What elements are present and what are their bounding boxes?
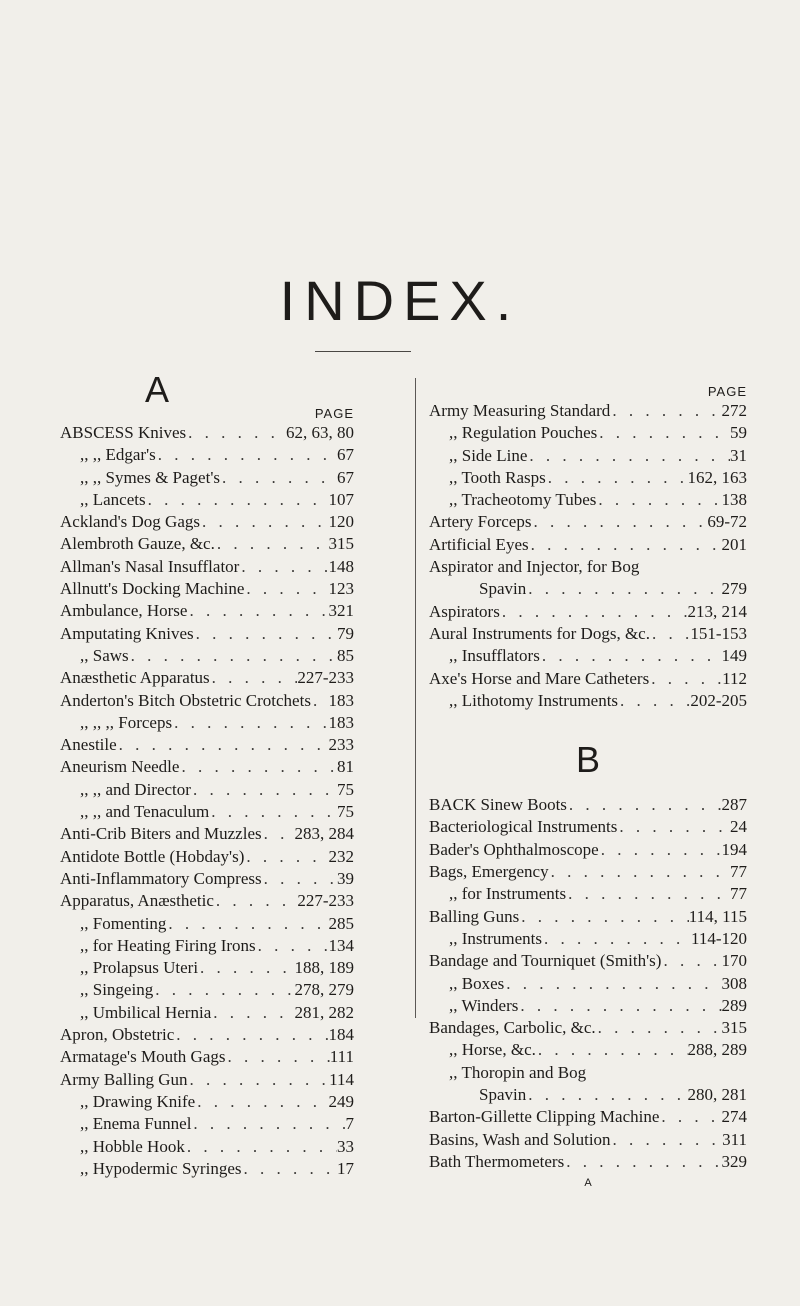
entry-text: Aspirators	[429, 601, 500, 621]
index-entry	[60, 823, 354, 845]
entry-pages: 81	[337, 757, 354, 777]
entry-text: ,, Singeing	[80, 980, 154, 1000]
entry-text: Aspirator and Injector, for Bog	[429, 557, 640, 577]
index-entry	[429, 534, 747, 556]
dot-leader	[239, 556, 328, 578]
index-entry	[60, 645, 354, 667]
index-entry	[429, 1062, 747, 1084]
entry-pages: 194	[721, 839, 747, 859]
entry-text: Ambulance, Horse	[60, 601, 188, 621]
index-entries-a	[60, 422, 354, 1180]
index-entry	[60, 868, 354, 890]
entry-text: ,, Umbilical Hernia	[80, 1002, 212, 1022]
entry-pages: 308	[721, 973, 747, 993]
entry-text: ,, Boxes	[449, 973, 505, 993]
dot-leader	[526, 578, 721, 600]
dot-leader	[209, 801, 337, 823]
dot-leader	[172, 712, 328, 734]
signature-mark: A	[584, 1177, 592, 1190]
index-entry	[60, 467, 354, 489]
index-entry	[429, 578, 747, 600]
entry-text: ,, Tooth Rasps	[449, 467, 546, 487]
dot-leader	[185, 1136, 337, 1158]
index-entry	[60, 846, 354, 868]
dot-leader	[518, 995, 721, 1017]
entry-text: BACK Sinew Boots	[429, 795, 567, 815]
dot-leader	[500, 601, 688, 623]
index-entry	[60, 1002, 354, 1024]
entry-text: ,, Hobble Hook	[80, 1136, 185, 1156]
entry-pages: 85	[337, 645, 354, 665]
entry-pages: 202-205	[690, 690, 747, 710]
entry-text: Spavin	[479, 579, 527, 599]
entry-text: ,, Winders	[449, 995, 519, 1015]
entry-text: Aural Instruments for Dogs, &c.	[429, 623, 650, 643]
entry-pages: 112	[722, 668, 747, 688]
entry-text: ,, ,, and Director	[80, 779, 191, 799]
index-entry	[60, 600, 354, 622]
index-entry	[429, 422, 747, 444]
dot-leader	[186, 422, 286, 444]
dot-leader	[179, 756, 337, 778]
entry-pages: 17	[337, 1158, 354, 1178]
entry-pages: 278, 279	[294, 980, 354, 1000]
entry-pages: 274	[721, 1107, 747, 1127]
index-entry	[60, 556, 354, 578]
index-entry	[60, 979, 354, 1001]
dot-leader	[564, 1151, 721, 1173]
index-entry	[429, 973, 747, 995]
index-entry	[429, 1129, 747, 1151]
entry-pages: 123	[328, 579, 354, 599]
entry-pages: 232	[328, 846, 354, 866]
entry-pages: 79	[337, 623, 354, 643]
dot-leader	[566, 883, 730, 905]
index-entry	[429, 906, 747, 928]
entry-pages: 151-153	[690, 623, 747, 643]
entry-text: Amputating Knives	[60, 623, 194, 643]
entry-pages: 149	[721, 646, 747, 666]
entry-text: Alembroth Gauze, &c.	[60, 534, 215, 554]
dot-leader	[649, 668, 722, 690]
entry-text: Bader's Ophthalmoscope	[429, 839, 599, 859]
index-entry	[429, 601, 747, 623]
dot-leader	[610, 400, 721, 422]
entry-text: Anestile	[60, 735, 117, 755]
entry-text: ABSCESS Knives	[60, 423, 187, 442]
entry-text: ,, for Instruments	[449, 884, 567, 904]
dot-leader	[215, 533, 329, 555]
index-entry	[429, 950, 747, 972]
index-entry	[429, 445, 747, 467]
entry-pages: 134	[328, 935, 354, 955]
page-heading: PAGE	[707, 384, 747, 399]
dot-leader	[194, 623, 337, 645]
entry-pages: 120	[328, 512, 354, 532]
entry-pages: 329	[721, 1151, 747, 1171]
entry-pages: 272	[721, 401, 747, 420]
entry-text: Aneurism Needle	[60, 757, 180, 777]
index-entry	[60, 1136, 354, 1158]
entry-text: ,, Prolapsus Uteri	[80, 958, 199, 978]
dot-leader	[244, 846, 328, 868]
index-entry	[60, 1091, 354, 1113]
dot-leader	[220, 467, 337, 489]
index-entry	[429, 645, 747, 667]
section-letter-b: B	[575, 739, 600, 781]
entry-pages: 227-233	[297, 891, 354, 911]
entry-text: ,, Drawing Knife	[80, 1091, 196, 1111]
page-heading: PAGE	[314, 406, 354, 421]
dot-leader	[211, 1002, 294, 1024]
dot-leader	[599, 839, 722, 861]
index-entry	[429, 1084, 747, 1106]
dot-leader	[153, 979, 294, 1001]
entry-pages: 7	[345, 1114, 354, 1134]
entry-pages: 188, 189	[294, 958, 354, 978]
dot-leader	[262, 823, 295, 845]
entry-pages: 281, 282	[294, 1002, 354, 1022]
entry-text: Bath Thermometers	[429, 1151, 565, 1171]
dot-leader	[618, 690, 690, 712]
index-entry	[60, 422, 354, 444]
index-entry	[429, 928, 747, 950]
entry-pages: 289	[721, 995, 747, 1015]
dot-leader	[531, 511, 707, 533]
dot-leader	[198, 957, 294, 979]
index-entry	[429, 556, 747, 578]
entry-pages: 311	[722, 1129, 747, 1149]
entry-pages: 184	[328, 1025, 354, 1045]
entry-pages: 138	[721, 490, 747, 510]
dot-leader	[311, 690, 329, 712]
index-entry	[60, 690, 354, 712]
dot-leader	[191, 1113, 345, 1135]
right-column	[429, 384, 747, 1189]
index-entry	[60, 890, 354, 912]
dot-leader	[214, 890, 297, 912]
section-letter-a: A	[144, 369, 169, 410]
entry-pages: 287	[721, 795, 747, 815]
dot-leader	[596, 1017, 722, 1039]
entry-text: Antidote Bottle (Hobday's)	[60, 846, 245, 866]
entry-text: Spavin	[479, 1085, 527, 1105]
entry-text: ,, Enema Funnel	[80, 1114, 192, 1134]
entry-pages: 67	[337, 445, 354, 465]
index-entry	[429, 839, 747, 861]
dot-leader	[527, 445, 730, 467]
index-entry	[429, 883, 747, 905]
entry-pages: 111	[329, 1047, 354, 1067]
index-entry	[429, 794, 747, 816]
dot-leader	[529, 534, 722, 556]
dot-leader	[174, 1024, 328, 1046]
entry-pages: 315	[328, 534, 354, 554]
entry-pages: 233	[328, 735, 354, 755]
dot-leader	[617, 816, 730, 838]
index-entry	[429, 467, 747, 489]
entry-text: Ackland's Dog Gags	[60, 512, 200, 532]
entry-pages: 227-233	[297, 668, 354, 688]
index-entry	[429, 1039, 747, 1061]
entry-text: Allman's Nasal Insufflator	[60, 556, 240, 576]
dot-leader	[650, 623, 690, 645]
index-entries-a-continued	[429, 400, 747, 712]
entry-text: ,, ,, ,, Forceps	[80, 712, 173, 732]
dot-leader	[567, 794, 722, 816]
entry-pages: 33	[337, 1136, 354, 1156]
entry-pages: 31	[730, 445, 747, 465]
entry-text: ,, Side Line	[449, 445, 528, 465]
entry-pages: 280, 281	[687, 1085, 747, 1105]
dot-leader	[596, 489, 721, 511]
index-entry	[60, 511, 354, 533]
dot-leader	[225, 1046, 329, 1068]
entry-text: ,, Insufflators	[449, 646, 540, 666]
entry-text: ,, Saws	[80, 645, 129, 665]
index-entry	[429, 511, 747, 533]
entry-pages: 148	[328, 556, 354, 576]
dot-leader	[191, 779, 337, 801]
index-entry	[60, 623, 354, 645]
title-rule	[315, 351, 411, 352]
entry-pages: 315	[721, 1018, 747, 1038]
dot-leader	[156, 444, 337, 466]
entry-pages: 24	[730, 817, 747, 837]
index-entry	[429, 1106, 747, 1128]
index-entry	[60, 578, 354, 600]
index-entry	[60, 1024, 354, 1046]
dot-leader	[540, 645, 722, 667]
entry-pages: 114-120	[690, 928, 747, 948]
entry-pages: 288, 289	[687, 1040, 747, 1060]
entry-pages: 107	[328, 489, 354, 509]
dot-leader	[146, 489, 329, 511]
index-entry	[429, 690, 747, 712]
entry-text: ,, Thoropin and Bog	[449, 1062, 587, 1082]
entry-text: ,, Instruments	[449, 928, 543, 948]
index-entry	[429, 995, 747, 1017]
entry-text: Balling Guns	[429, 906, 520, 926]
entry-text: ,, ,, Symes & Paget's	[80, 467, 221, 487]
entry-pages: 249	[328, 1091, 354, 1111]
entry-pages: 283, 284	[294, 824, 354, 844]
index-entry	[429, 400, 747, 422]
entry-pages: 183	[328, 690, 354, 710]
dot-leader	[195, 1091, 328, 1113]
entry-text: Bandage and Tourniquet (Smith's)	[429, 951, 662, 971]
entry-text: Bandages, Carbolic, &c.	[429, 1018, 596, 1038]
index-entry	[60, 712, 354, 734]
index-entry	[60, 1158, 354, 1180]
column-divider	[415, 378, 416, 1018]
entry-text: ,, Lithotomy Instruments	[449, 690, 619, 710]
dot-leader	[542, 928, 691, 950]
entry-pages: 170	[721, 951, 747, 971]
entry-text: ,, Lancets	[80, 489, 146, 509]
entry-text: Artery Forceps	[429, 512, 532, 532]
entry-pages: 114, 115	[688, 906, 747, 926]
index-entry	[60, 913, 354, 935]
index-entry	[429, 861, 747, 883]
index-entry	[60, 756, 354, 778]
dot-leader	[597, 422, 730, 444]
index-entry	[429, 668, 747, 690]
entry-pages: 77	[730, 884, 747, 904]
entry-text: Allnutt's Docking Machine	[60, 579, 245, 599]
entry-pages: 285	[328, 913, 354, 933]
index-entry	[60, 734, 354, 756]
entry-text: ,, Regulation Pouches	[449, 423, 598, 443]
dot-leader	[659, 1106, 721, 1128]
dot-leader	[661, 950, 721, 972]
dot-leader	[526, 1084, 687, 1106]
entry-pages: 75	[337, 779, 354, 799]
entry-text: Barton-Gillette Clipping Machine	[429, 1107, 660, 1127]
entry-text: Anæsthetic Apparatus	[60, 668, 210, 688]
entry-text: Bacteriological Instruments	[429, 817, 618, 837]
entry-pages: 321	[328, 601, 354, 621]
dot-leader	[200, 511, 329, 533]
entry-pages: 75	[337, 802, 354, 822]
entry-pages: 114	[329, 1069, 354, 1089]
page-title: INDEX.	[279, 269, 521, 332]
dot-leader	[244, 578, 328, 600]
entry-text: Anderton's Bitch Obstetric Crotchets	[60, 690, 311, 710]
index-entry	[60, 489, 354, 511]
entry-text: Axe's Horse and Mare Catheters	[429, 668, 650, 688]
dot-leader	[262, 868, 337, 890]
index-entry	[60, 1046, 354, 1068]
index-entry	[429, 489, 747, 511]
dot-leader	[546, 467, 688, 489]
entry-pages: 183	[328, 712, 354, 732]
dot-leader	[256, 935, 329, 957]
entry-text: Apron, Obstetric	[60, 1025, 175, 1045]
index-entry	[60, 1069, 354, 1091]
entry-pages: 279	[721, 579, 747, 599]
entry-text: ,, Horse, &c.	[449, 1040, 536, 1060]
dot-leader	[129, 645, 337, 667]
index-entry	[60, 779, 354, 801]
entry-text: ,, Tracheotomy Tubes	[449, 490, 597, 510]
entry-text: ,, for Heating Firing Irons	[80, 935, 256, 955]
entry-text: ,, ,, and Tenaculum	[80, 802, 210, 822]
dot-leader	[519, 906, 689, 928]
dot-leader	[210, 667, 298, 689]
dot-leader	[117, 734, 329, 756]
dot-leader	[611, 1129, 723, 1151]
left-column	[60, 370, 354, 1180]
entry-text: ,, ,, Edgar's	[80, 445, 156, 465]
entry-text: Basins, Wash and Solution	[429, 1129, 611, 1149]
index-entry	[429, 1151, 747, 1173]
entry-text: Anti-Crib Biters and Muzzles	[60, 824, 262, 844]
index-entry	[60, 801, 354, 823]
entry-pages: 201	[721, 534, 747, 554]
entry-pages: 77	[730, 862, 747, 882]
entry-pages: 213, 214	[687, 601, 747, 621]
index-entry	[60, 533, 354, 555]
entry-pages: 62, 63, 80	[286, 423, 354, 442]
entry-text: Artificial Eyes	[429, 534, 529, 554]
entry-text: Army Balling Gun	[60, 1069, 188, 1089]
dot-leader	[166, 913, 328, 935]
index-entry	[60, 1113, 354, 1135]
index-entry	[60, 444, 354, 466]
index-entry	[60, 957, 354, 979]
index-entry	[429, 623, 747, 645]
entry-pages: 69-72	[707, 512, 747, 532]
dot-leader	[241, 1158, 337, 1180]
dot-leader	[549, 861, 730, 883]
index-entry	[60, 667, 354, 689]
entry-pages: 39	[337, 868, 354, 888]
entry-pages: 67	[337, 467, 354, 487]
entry-pages: 59	[730, 423, 747, 443]
dot-leader	[504, 973, 721, 995]
index-entries-b	[429, 794, 747, 1173]
dot-leader	[188, 1069, 330, 1091]
entry-text: Anti-Inflammatory Compress	[60, 868, 262, 888]
entry-pages: 162, 163	[687, 467, 747, 487]
index-entry	[60, 935, 354, 957]
dot-leader	[187, 600, 328, 622]
dot-leader	[536, 1039, 688, 1061]
index-entry	[429, 1017, 747, 1039]
index-entry	[429, 816, 747, 838]
entry-text: Bags, Emergency	[429, 862, 549, 882]
entry-text: Army Measuring Standard	[429, 401, 611, 420]
entry-text: ,, Fomenting	[80, 913, 167, 933]
entry-text: Apparatus, Anæsthetic	[60, 891, 214, 911]
entry-text: Armatage's Mouth Gags	[60, 1047, 226, 1067]
entry-text: ,, Hypodermic Syringes	[80, 1158, 242, 1178]
